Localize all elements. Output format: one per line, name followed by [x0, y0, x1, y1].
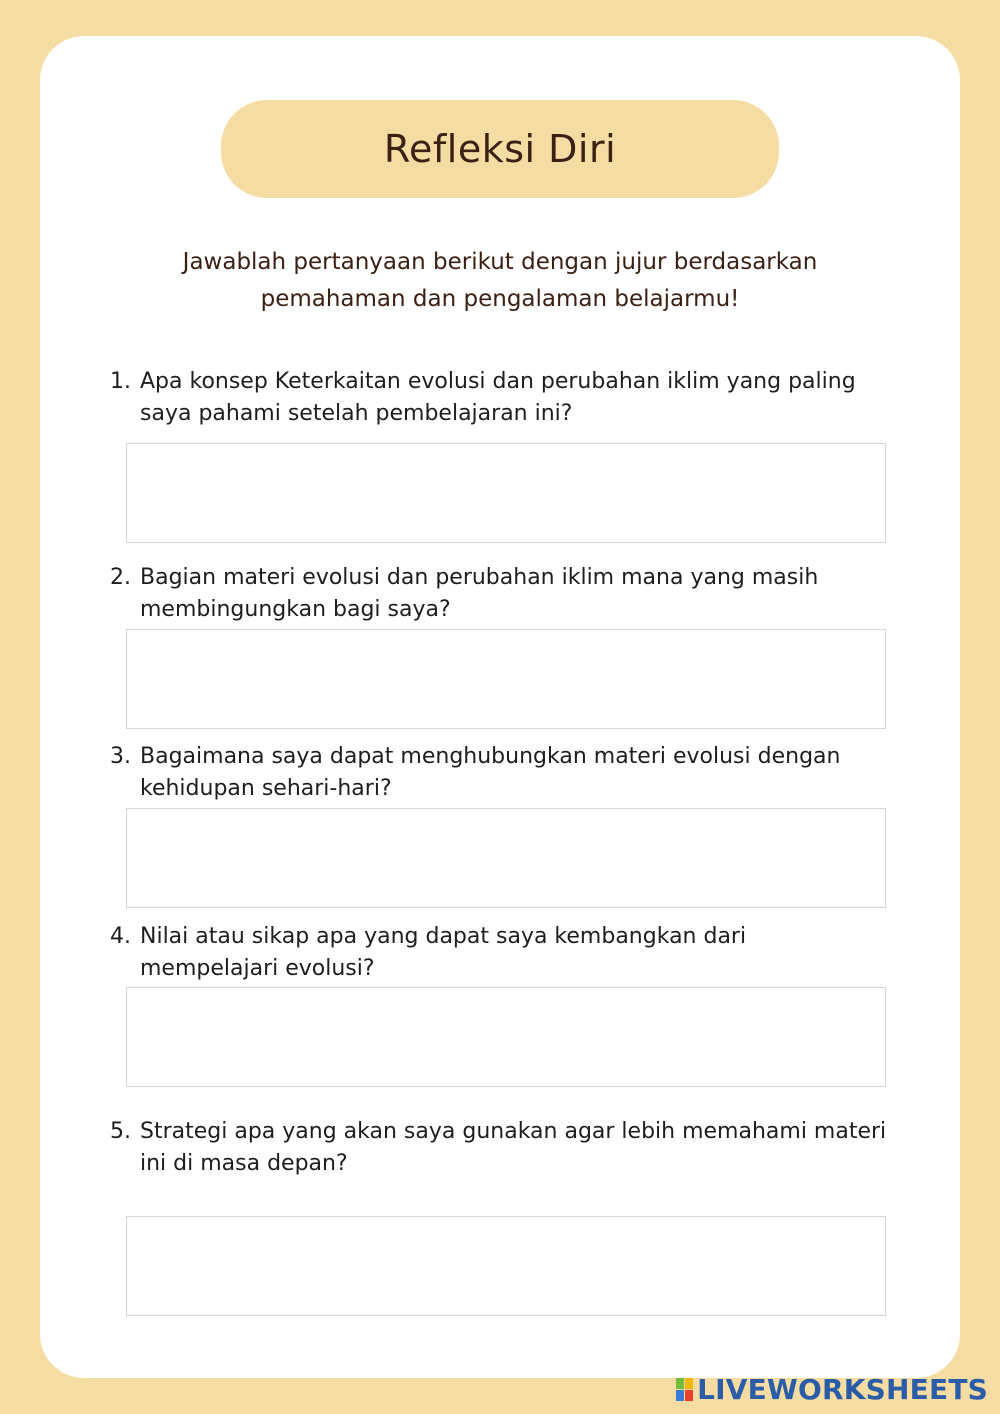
instructions-line-2: pemahaman dan pengalaman belajarmu! [260, 286, 740, 312]
question-1 [110, 366, 890, 430]
question-4 [110, 921, 890, 985]
instructions [140, 244, 860, 318]
answer-box-4[interactable] [126, 987, 886, 1087]
question-number: 1. [110, 369, 131, 394]
question-3 [110, 741, 890, 805]
question-text: Bagaimana saya dapat menghubungkan materi evolusi dengan kehidupan sehari-hari? [140, 744, 841, 801]
liveworksheets-logo-icon [676, 1378, 693, 1401]
question-5 [110, 1116, 890, 1180]
answer-input-4[interactable] [127, 988, 885, 1086]
question-text: Bagian materi evolusi dan perubahan iklim mana yang masih membingungkan bagi saya? [140, 565, 819, 622]
title-banner [221, 100, 779, 198]
answer-input-2[interactable] [127, 630, 885, 728]
question-text: Apa konsep Keterkaitan evolusi dan perubahan iklim yang paling saya pahami setelah pembelajaran ini? [140, 369, 856, 426]
question-number: 5. [110, 1119, 131, 1144]
liveworksheets-logo [676, 1373, 988, 1406]
answer-input-1[interactable] [127, 444, 885, 542]
answer-box-3[interactable] [126, 808, 886, 908]
question-number: 4. [110, 924, 131, 949]
question-text: Nilai atau sikap apa yang dapat saya kembangkan dari mempelajari evolusi? [140, 924, 747, 981]
question-number: 2. [110, 565, 131, 590]
question-number: 3. [110, 744, 131, 769]
answer-input-3[interactable] [127, 809, 885, 907]
answer-box-5[interactable] [126, 1216, 886, 1316]
answer-box-1[interactable] [126, 443, 886, 543]
instructions-line-1: Jawablah pertanyaan berikut dengan jujur berdasarkan [182, 249, 818, 275]
answer-box-2[interactable] [126, 629, 886, 729]
page-title: Refleksi Diri [383, 127, 617, 171]
logo-text: LIVEWORKSHEETS [697, 1373, 988, 1406]
question-text: Strategi apa yang akan saya gunakan agar lebih memahami materi ini di masa depan? [140, 1119, 887, 1176]
answer-input-5[interactable] [127, 1217, 885, 1315]
question-2 [110, 562, 890, 626]
